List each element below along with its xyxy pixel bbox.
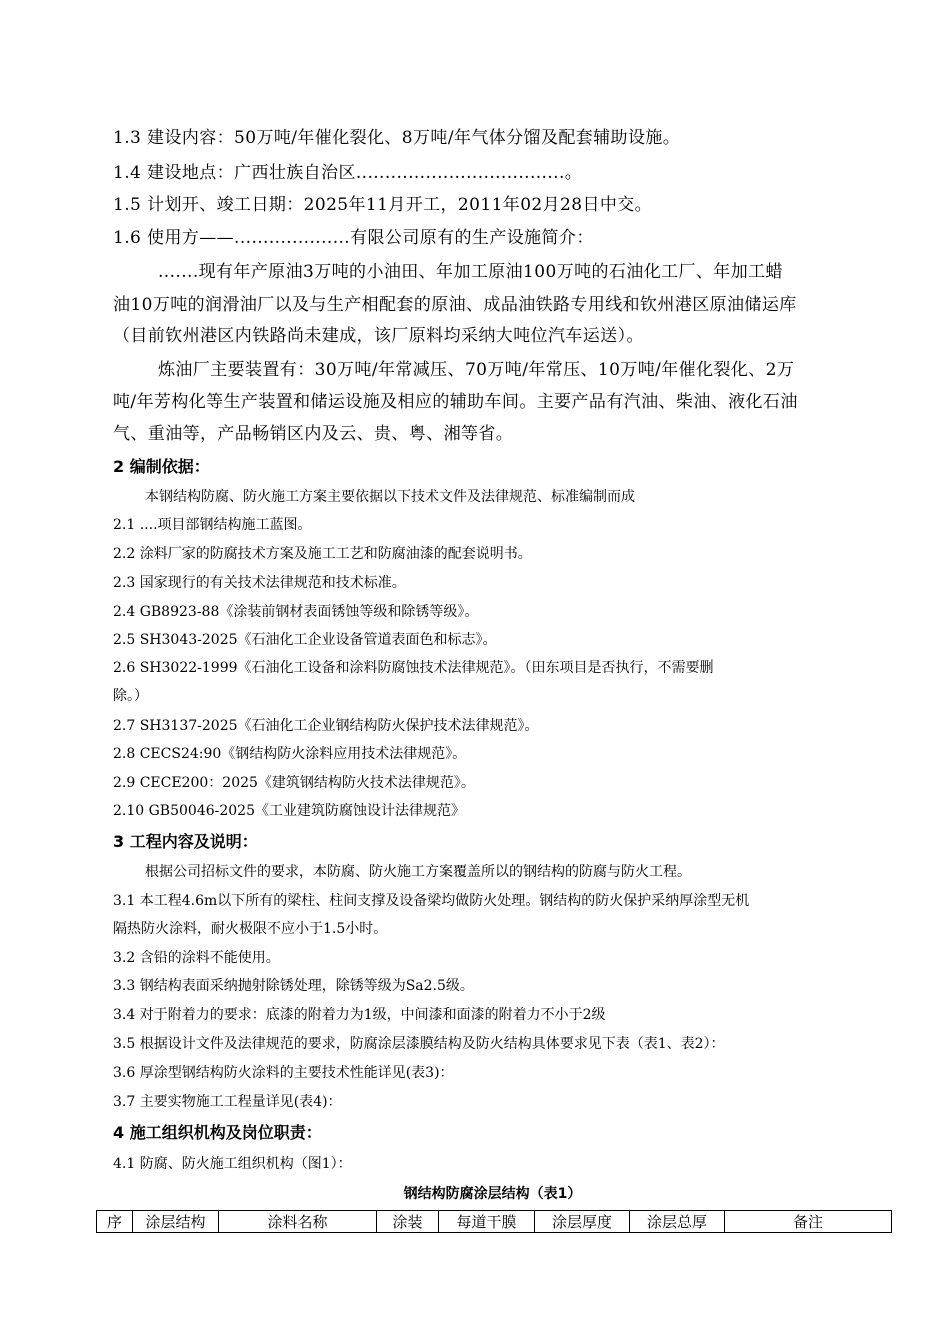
table-header-cell: 序 — [97, 1211, 133, 1233]
table-header-cell: 涂料名称 — [219, 1211, 377, 1233]
item-3-2: 3.2 含铅的涂料不能使用。 — [113, 950, 280, 966]
item-3-1: 3.1 本工程4.6m以下所有的梁柱、柱间支撑及设备梁均做防火处理。钢结构的防火保护采纳厚涂型无机 — [113, 893, 750, 909]
paragraph-line: 炼油厂主要装置有：30万吨/年常减压、70万吨/年常压、10万吨/年催化裂化、2万 — [158, 360, 795, 380]
item-2-6: 2.6 SH3022-1999《石油化工设备和涂料防腐蚀技术法律规范》。（田东项目是否执行，不需要删 — [113, 660, 714, 676]
paragraph-line: 吨/年芳构化等生产装置和储运设施及相应的辅助车间。主要产品有汽油、柴油、液化石油 — [113, 392, 798, 412]
section-intro: 本钢结构防腐、防火施工方案主要依据以下技术文件及法律规范、标准编制而成 — [145, 489, 635, 505]
paragraph-line: .......现有年产原油3万吨的小油田、年加工原油100万吨的石油化工厂、年加工蜡 — [158, 262, 783, 282]
item-2-5: 2.5 SH3043-2025《石油化工企业设备管道表面色和标志》。 — [113, 632, 497, 648]
item-2-6-cont: 除。） — [113, 688, 148, 704]
coating-structure-table — [96, 1210, 892, 1233]
item-3-4: 3.4 对于附着力的要求：底漆的附着力为1级，中间漆和面漆的附着力不小于2级 — [113, 1007, 606, 1023]
item-2-10: 2.10 GB50046-2025《工业建筑防腐蚀设计法律规范》 — [113, 803, 465, 819]
item-4-1: 4.1 防腐、防火施工组织机构（图1）： — [113, 1156, 352, 1172]
item-1-3: 1.3 建设内容：50万吨/年催化裂化、8万吨/年气体分馏及配套辅助设施。 — [113, 128, 681, 148]
item-3-6: 3.6 厚涂型钢结构防火涂料的主要技术性能详见(表3)： — [113, 1065, 454, 1081]
item-1-4: 1.4 建设地点：广西壮族自治区....................................。 — [113, 163, 583, 183]
item-2-4: 2.4 GB8923-88《涂装前钢材表面锈蚀等级和除锈等级》。 — [113, 604, 479, 620]
paragraph-line: （目前钦州港区内铁路尚未建成，该厂原料均采纳大吨位汽车运送）。 — [113, 326, 644, 346]
item-3-3: 3.3 钢结构表面采纳抛射除锈处理，除锈等级为Sa2.5级。 — [113, 978, 474, 994]
table-header-cell: 每道干膜 — [439, 1211, 535, 1233]
section-heading-4: 4 施工组织机构及岗位职责： — [113, 1123, 322, 1142]
table-header-cell: 涂层总厚 — [630, 1211, 725, 1233]
item-3-1-cont: 隔热防火涂料，耐火极限不应小于1.5小时。 — [113, 921, 388, 937]
item-2-1: 2.1 ....项目部钢结构施工蓝图。 — [113, 517, 312, 533]
item-2-9: 2.9 CECE200：2025《建筑钢结构防火技术法律规范》。 — [113, 775, 475, 791]
table-header-cell: 涂层结构 — [133, 1211, 219, 1233]
section-heading-2: 2 编制依据： — [113, 457, 210, 476]
item-2-2: 2.2 涂料厂家的防腐技术方案及施工工艺和防腐油漆的配套说明书。 — [113, 546, 532, 562]
paragraph-line: 气、重油等，产品畅销区内及云、贵、粤、湘等省。 — [113, 424, 514, 444]
paragraph-line: 油10万吨的润滑油厂以及与生产相配套的原油、成品油铁路专用线和钦州港区原油储运库 — [113, 295, 797, 315]
item-2-7: 2.7 SH3137-2025《石油化工企业钢结构防火保护技术法律规范》。 — [113, 718, 539, 734]
item-2-3: 2.3 国家现行的有关技术法律规范和技术标准。 — [113, 575, 406, 591]
section-heading-3: 3 工程内容及说明： — [113, 832, 258, 851]
table-header-cell: 涂装 — [377, 1211, 439, 1233]
table-header-cell: 涂层厚度 — [535, 1211, 630, 1233]
item-1-5: 1.5 计划开、竣工日期：2025年11月开工，2011年02月28日中交。 — [113, 195, 653, 215]
table-header-cell: 备注 — [725, 1211, 892, 1233]
item-3-5: 3.5 根据设计文件及法律规范的要求，防腐涂层漆膜结构及防火结构具体要求见下表（表1、表2）： — [113, 1036, 725, 1052]
table-caption: 钢结构防腐涂层结构（表1） — [403, 1186, 582, 1202]
item-1-6: 1.6 使用方——....................有限公司原有的生产设施简介： — [113, 228, 594, 248]
item-3-7: 3.7 主要实物施工工程量详见(表4)： — [113, 1094, 342, 1110]
table-header-row — [97, 1211, 892, 1233]
section-intro: 根据公司招标文件的要求，本防腐、防火施工方案覆盖所以的钢结构的防腐与防火工程。 — [145, 864, 691, 880]
item-2-8: 2.8 CECS24:90《钢结构防火涂料应用技术法律规范》。 — [113, 746, 467, 762]
